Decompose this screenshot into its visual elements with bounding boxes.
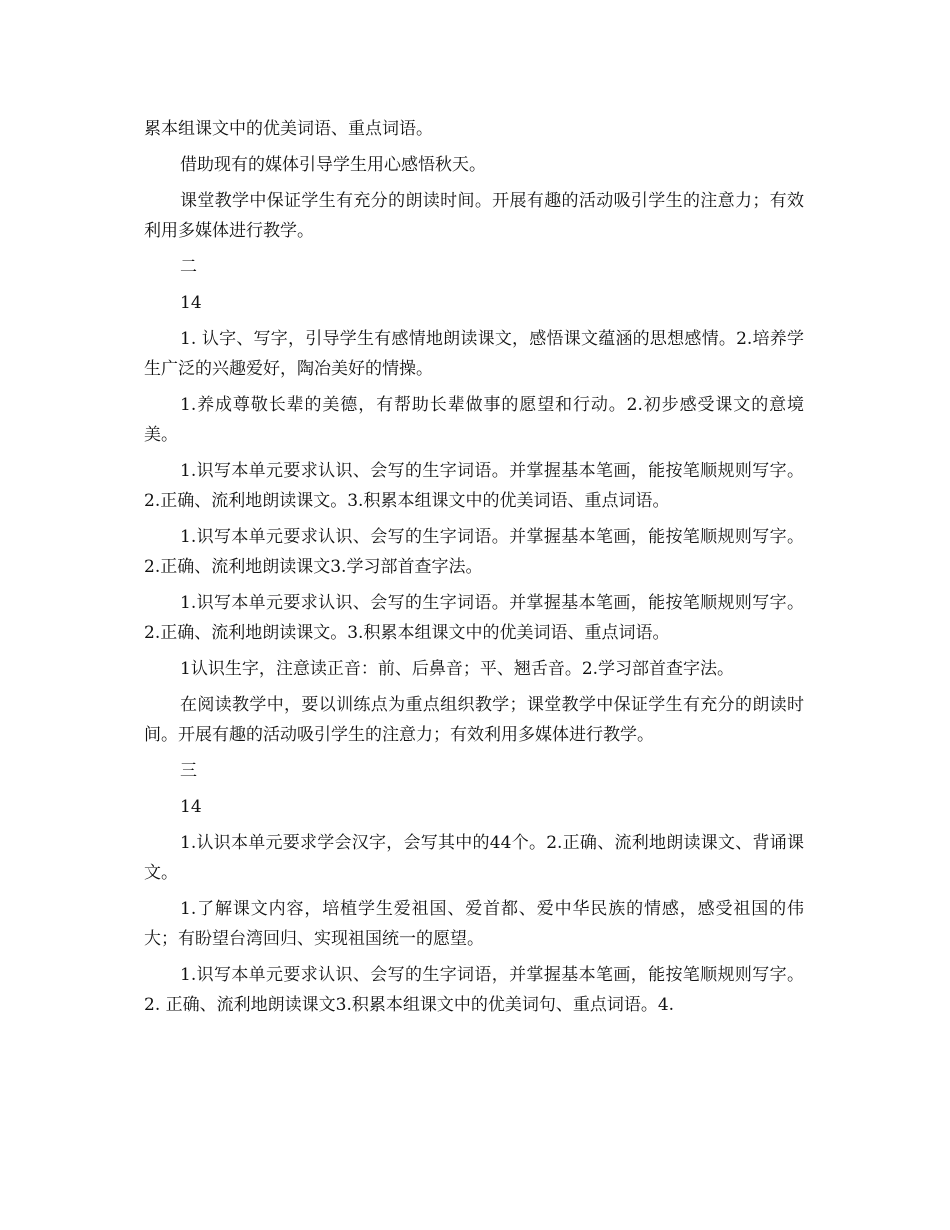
- paragraph-continuation: 累本组课文中的优美词语、重点词语。: [144, 119, 433, 139]
- paragraph: 1.识写本单元要求认识、会写的生字词语，并掌握基本笔画，能按笔顺规则写字。2. 正确、流利地朗读课文3.积累本组课文中的优美词句、重点词语。4.: [144, 965, 804, 1015]
- paragraph: 1认识生字，注意读正音：前、后鼻音；平、翘舌音。2.学习部首查字法。: [180, 659, 735, 679]
- lesson-count: 14: [180, 797, 202, 817]
- paragraph: 1.养成尊敬长辈的美德，有帮助长辈做事的愿望和行动。2.初步感受课文的意境美。: [144, 395, 804, 445]
- paragraph: 借助现有的媒体引导学生用心感悟秋天。: [180, 155, 486, 175]
- paragraph: 1.识写本单元要求认识、会写的生字词语。并掌握基本笔画，能按笔顺规则写字。 2.正确、流利地朗读课文。3.积累本组课文中的优美词语、重点词语。: [144, 461, 804, 511]
- unit-number: 三: [180, 761, 197, 781]
- paragraph: 在阅读教学中，要以训练点为重点组织教学；课堂教学中保证学生有充分的朗读时间。开展有趣的活动吸引学生的注意力；有效利用多媒体进行教学。: [144, 695, 804, 745]
- paragraph: 1.识写本单元要求认识、会写的生字词语。并掌握基本笔画，能按笔顺规则写字。2.正确、流利地朗读课文3.学习部首查字法。: [144, 527, 804, 577]
- paragraph: 1.了解课文内容，培植学生爱祖国、爱首都、爱中华民族的情感，感受祖国的伟大；有盼望台湾回归、实现祖国统一的愿望。: [144, 899, 804, 949]
- document-body: [144, 114, 804, 1026]
- paragraph: 1.认识本单元要求学会汉字，会写其中的44个。2.正确、流利地朗读课文、背诵课文。: [144, 833, 804, 883]
- paragraph: 1. 认字、写字，引导学生有感情地朗读课文，感悟课文蕴涵的思想感情。2.培养学生广泛的兴趣爱好，陶冶美好的情操。: [144, 329, 804, 379]
- unit-number: 二: [180, 257, 197, 277]
- lesson-count: 14: [180, 293, 202, 313]
- paragraph: 1.识写本单元要求认识、会写的生字词语。并掌握基本笔画，能按笔顺规则写字。 2.正确、流利地朗读课文。3.积累本组课文中的优美词语、重点词语。: [144, 593, 804, 643]
- paragraph: 课堂教学中保证学生有充分的朗读时间。开展有趣的活动吸引学生的注意力；有效利用多媒体进行教学。: [144, 191, 804, 241]
